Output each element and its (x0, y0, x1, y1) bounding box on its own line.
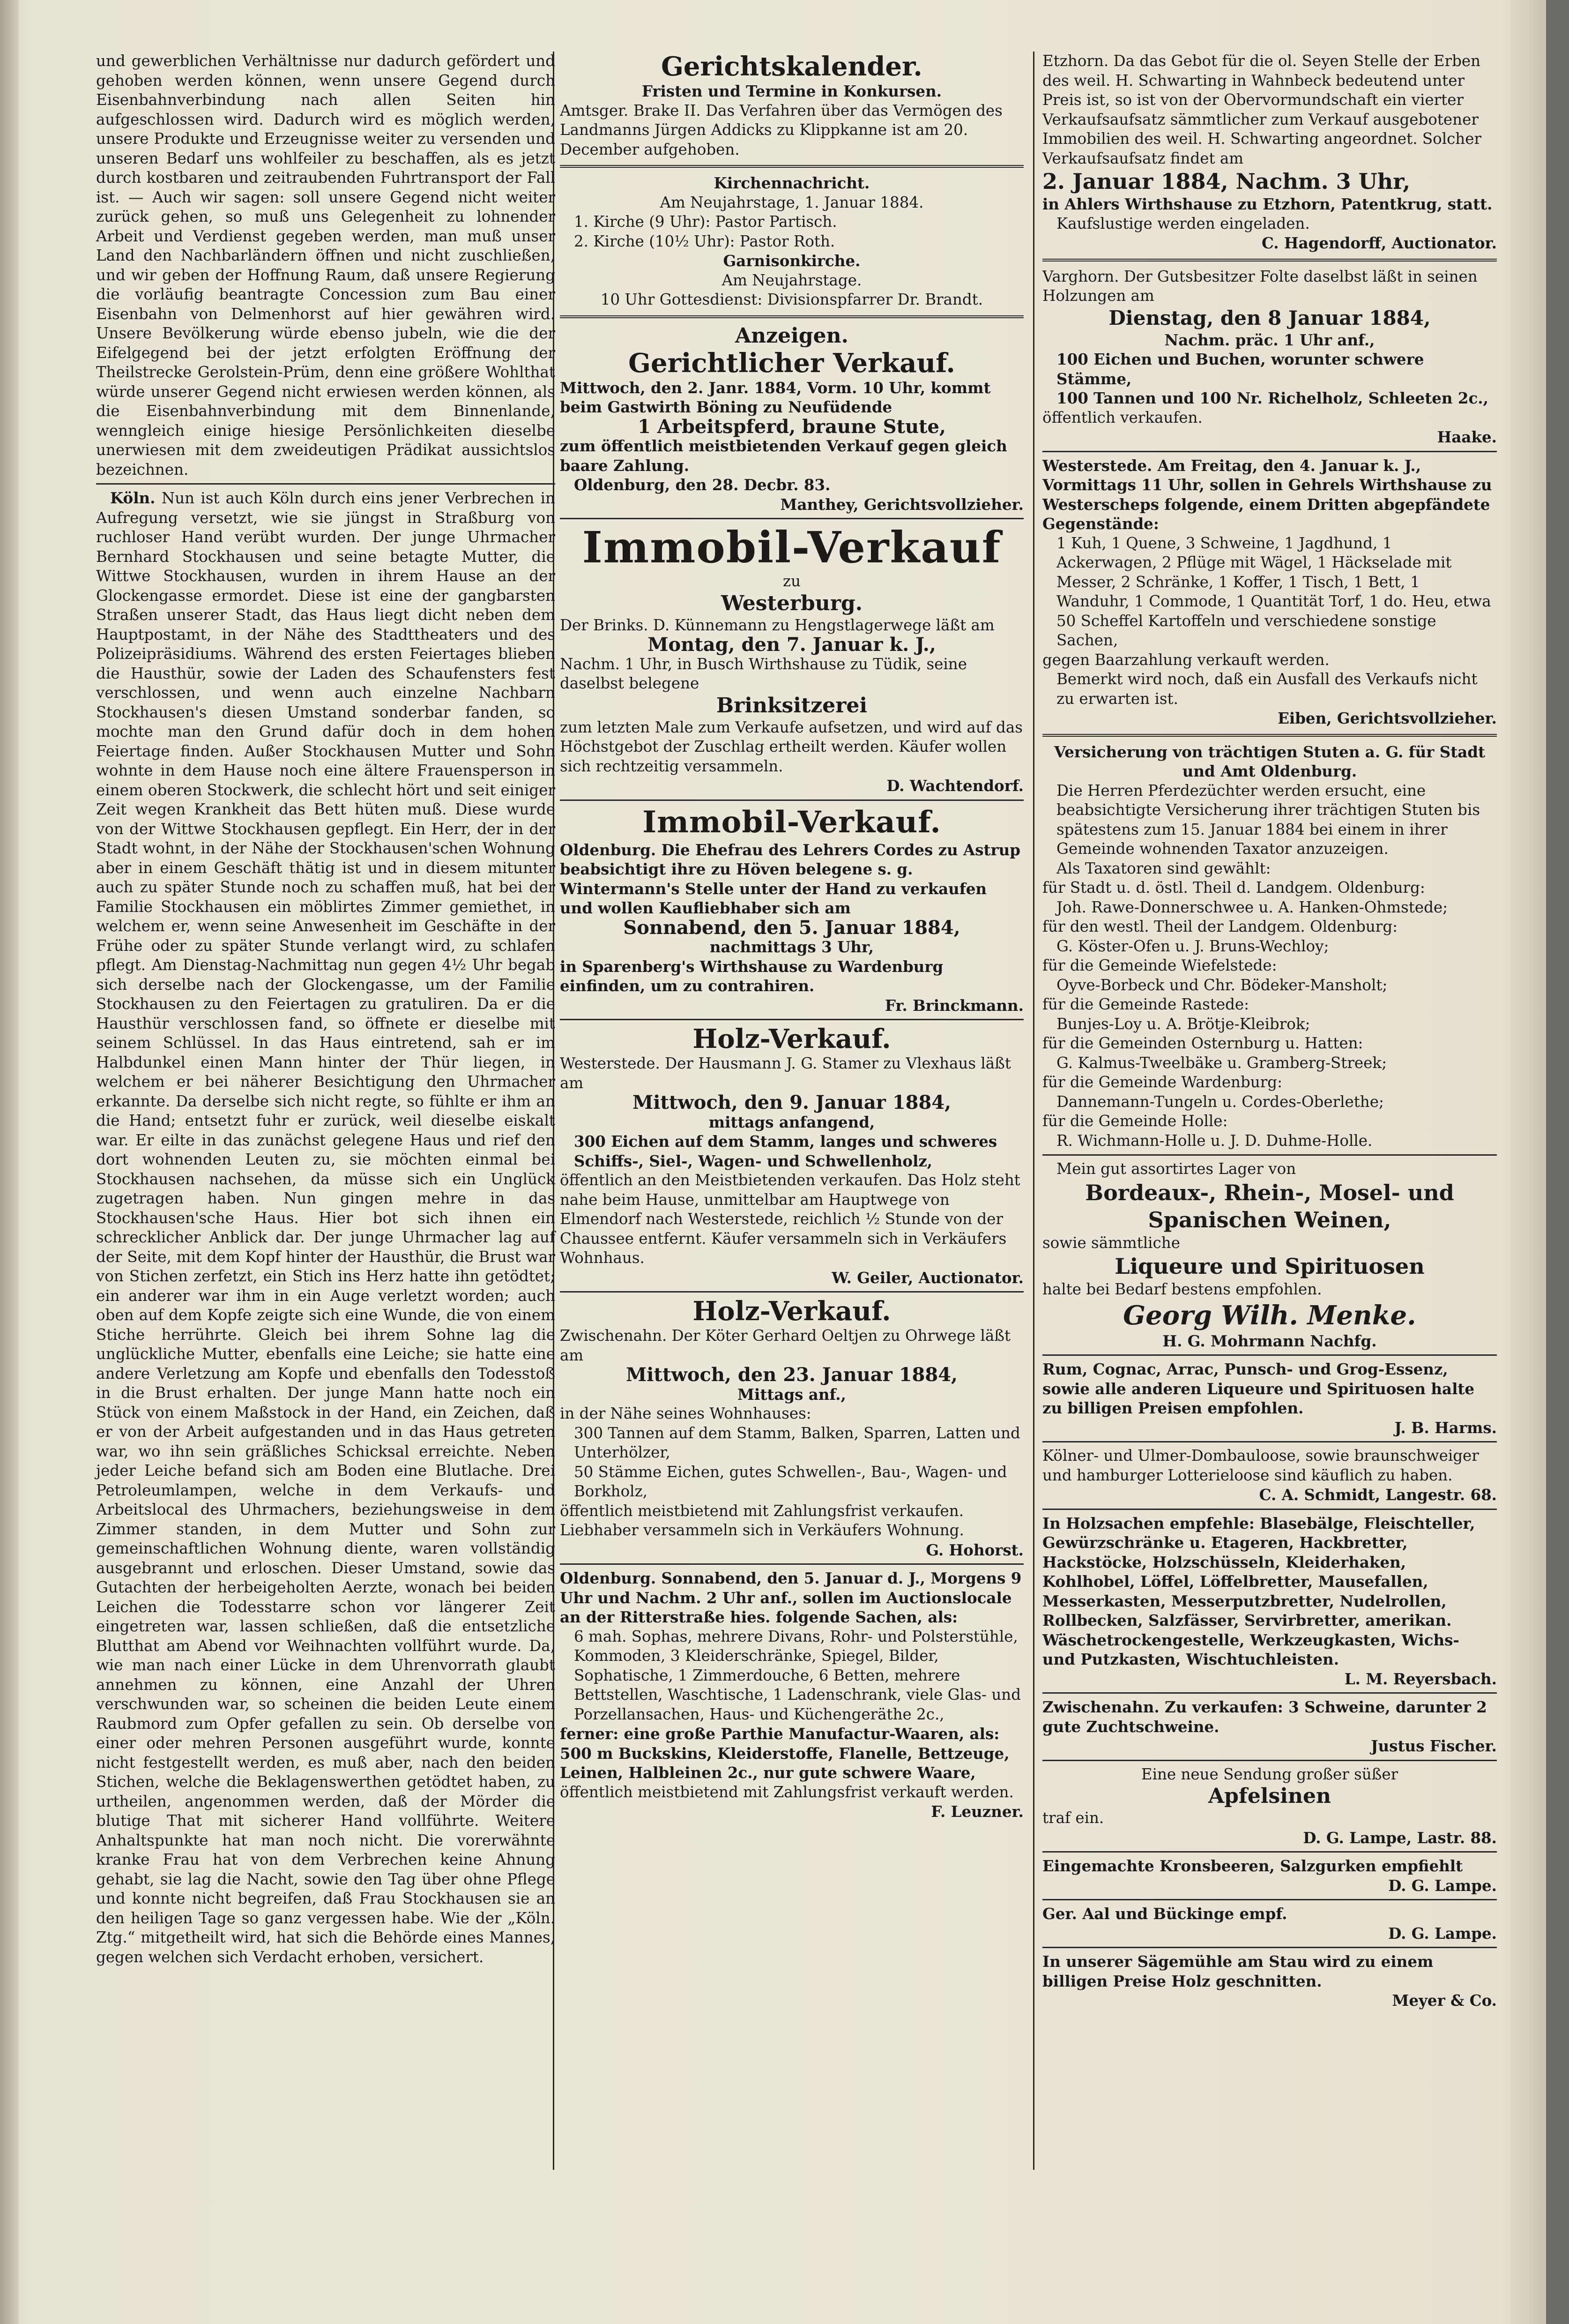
ad-holz-verkauf-2-text: Zwischenahn. Der Köter Gerhard Oeltjen zu Ohrwege läßt am (560, 1327, 1011, 1364)
ad-immobil-verkauf-2-date: Sonnabend, den 5. Januar 1884, (623, 916, 960, 939)
ad-westerstede-text: gegen Baarzahlung verkauft werden. (1042, 650, 1330, 669)
ad-harms-signature: J. B. Harms. (1394, 1418, 1497, 1437)
article-koeln-title: Köln. (110, 489, 156, 507)
garnisonkirche-line: 10 Uhr Gottesdienst: Divisionspfarrer Dr. Brandt. (600, 291, 983, 308)
article-koeln-text: Nun ist auch Köln durch eins jener Verbrechen in Aufregung versetzt, wie sie jüngst in Straßburg von ruchloser Hand verübt wurden. Der junge Uhrmacher Bernhard Stockhausen und seine betagte Mutter, die Wittwe Stockhausen, wurden in ihrem Hause an der Glockengasse ermordet. Diese ist eine der gangbarsten Straßen unserer Stadt, das Haus liegt dicht neben dem Hauptpostamt, in der Nähe des Stadttheaters und des Polizeipräsidiums. Während des ersten Feiertages blieben die Hausthür, sowie der Laden des Schaufensters fest verschlossen, und wenn auch einzelne Nachbarn Stockhausen's diesen Umstand sonderbar fanden, so mochte man den Grund dafür doch in dem hohen Feiertage finden. Außer Stockhausen Mutter und Sohn wohnte in dem Hause noch eine ältere Frauensperson in einem oberen Stockwerk, die schlecht hört und seit einiger Zeit wegen Krankheit das Bett hüten muß. Diese wurde von der Wittwe Stockhausen gepflegt. Ein Herr, der in der Stadt wohnt, in der Nähe der Stockhausen'schen Wohnung aber in einem Geschäft thätig ist und in diesem mitunter auch zu später Stunde noch zu schaffen muß, hat bei der Familie Stockhausen ein möblirtes Zimmer gemiethet, in welchem er, wenn seine Anwesenheit im Geschäfte in der Frühe oder zu später Stunde verlangt wird, zu schlafen pflegt. Am Dienstag-Nachmittag nun gegen 4½ Uhr begab sich derselbe nach der Glockengasse, um der Familie Stockhausen zu den Feiertagen zu gratuliren. Da er die Hausthür verschlossen fand, so öffnete er dieselbe mit seinem Schlüssel. In das Haus eintretend, sah er im Halbdunkel einen Mann hinter der Thür liegen, in welchem er bei näherer Besichtigung den Uhrmacher erkannte. Da derselbe sich nicht regte, so fühlte er ihm an die Hand; entsetzt fuhr er zurück, weil dieselbe eiskalt war. Er eilte in das zunächst gelegene Haus und rief den dort wohnenden Leuten zu, sie möchten einmal bei Stockhausen nachsehen, da müsse sich ein Unglück zugetragen haben. Nun gingen mehre in das Stockhausen'sche Haus. Hier bot sich ihnen ein schrecklicher Anblick dar. Der junge Uhrmacher lag auf der Seite, mit dem Kopf hinter der Hausthür, die Brust war von Stichen zerfetzt, ein Stich ins Herz hatte ihn getödtet; ein anderer war ihm in ein Auge verletzt worden; auch oben auf dem Kopfe zeigte sich eine Wunde, die von einem Stiche herrührte. Gleich bei ihrem Sohne lag die unglückliche Mutter, ebenfalls eine Leiche; sie hatte eine andere Verletzung am Kopfe und ebenfalls den Todesstoß in die Brust erhalten. Der junge Mann hatte noch ein Stück von einem Maßstock in der Hand, ein Zeichen, daß er von der Arbeit aufgestanden und in das Haus getreten war, wo ihn sein gräßliches Schicksal erreichte. Neben jeder Leiche befand sich am Boden eine Blutlache. Drei Petroleumlampen, welche in dem Verkaufs- und Arbeitslocal des Uhrmachers, beziehungsweise in dem Zimmer standen, in dem Mutter und Sohn zur gemeinschaftlichen Wohnung diente, waren vollständig ausgebrannt und erloschen. Dieser Umstand, sowie das Gutachten der herbeigeholten Aerzte, wonach bei beiden Leichen die Todesstarre schon vor längerer Zeit eingetreten war, lassen schließen, daß die entsetzliche Blutthat am Abend vor Weihnachten vollführt wurde. Da, wie man nach einer Lücke in dem Uhrenvorrath glaubt annehmen zu können, eine Anzahl der Uhren verschwunden war, so scheinen die beiden Leute einem Raubmord zum Opfer gefallen zu sein. Ob derselbe von einer oder mehren Personen ausgeführt wurde, konnte nicht festgestellt werden, es muß aber, nach den beiden Stichen, welche die Beklagenswerthen getödtet haben, zu urtheilen, angenommen werden, daß der Mörder die blutige That mit sicherer Hand vollführte. Weitere Anhaltspunkte hat man noch nicht. Die vorerwähnte kranke Frau hat von dem Verbrechen keine Ahnung gehabt, sie lag die Nacht, sowie den Tag über ohne Pflege und konnte nicht begreifen, daß Frau Stockhausen sie an den heiligen Tage so ganz vergessen habe. Wie der „Köln. Ztg.“ mitgetheilt wird, hat sich die Behörde eines Mannes, gegen welchen sich Verdacht erhoben, versichert. (96, 489, 555, 1966)
ad-versicherung-list (1042, 878, 1497, 1151)
ad-etzhorn-text: in Ahlers Wirthshause zu Etzhorn, Patentkrug, statt. (1042, 195, 1493, 213)
list-item: R. Wichmann-Holle u. J. D. Duhme-Holle. (1056, 1131, 1373, 1150)
gerichtskalender-title: Gerichtskalender. (661, 51, 922, 82)
ad-westerstede-text: Westerstede. Am Freitag, den 4. Januar k. J., Vormittags 11 Uhr, sollen in Gehrels Wirthshause zu Westerscheps folgende, einem Dritten abgepfändete Gegenstände: (1042, 456, 1492, 533)
ad-varghorn-date: Dienstag, den 8 Januar 1884, (1108, 306, 1431, 329)
list-item: Bunjes-Loy u. A. Brötje-Kleibrok; (1056, 1015, 1310, 1033)
gerichtskalender-subtitle: Fristen und Termine in Konkursen. (641, 82, 942, 100)
ad-apfelsinen-signature: D. G. Lampe, Lastr. 88. (1303, 1828, 1497, 1847)
ad-varghorn-signature: Haake. (1437, 428, 1497, 446)
ad-schmidt-signature: C. A. Schmidt, Langestr. 68. (1259, 1486, 1497, 1504)
divider (1042, 734, 1497, 737)
ad-reyersbach-signature: L. M. Reyersbach. (1344, 1669, 1497, 1688)
ad-immobil-verkauf-1-title: Immobil-Verkauf (582, 522, 1002, 573)
ad-reyersbach-text: In Holzsachen empfehle: Blasebälge, Fleischteller, Gewürzschränke u. Etageren, Hackbretter, Hackstöcke, Holzschüsseln, Kleiderhaken, Kohlhobel, Löffel, Löffelbretter, Mausefallen, Messerkasten, Messerputzbretter, Nudelrollen, Rollbecken, Salzfässer, Servirbretter, amerikan. Wäschetrockengestelle, Werkzeugkasten, Wichs- und Putzkasten, Wischtuchleisten. (1042, 1514, 1475, 1668)
ad-gerichtlicher-verkauf-text: Mittwoch, den 2. Janr. 1884, Vorm. 10 Uhr, kommt beim Gastwirth Böning zu Neufüdende (560, 378, 991, 416)
ad-immobil-verkauf-1-place: Westerburg. (721, 591, 863, 615)
column-middle (560, 52, 1024, 1822)
ad-schmidt-text: Kölner- und Ulmer-Dombauloose, sowie braunschweiger und hamburger Lotterieloose sind käuflich zu haben. (1042, 1447, 1479, 1484)
gerichtskalender-text: Amtsger. Brake II. Das Verfahren über das Vermögen des Landmanns Jürgen Addicks zu Klippkanne ist am 20. December aufgehoben. (560, 101, 1003, 158)
ad-apfelsinen-text: Eine neue Sendung großer süßer (1141, 1765, 1398, 1783)
ad-holz-verkauf-2-items: 50 Stämme Eichen, gutes Schwellen-, Bau-, Wagen- und Borkholz, (574, 1463, 1007, 1500)
column-rule-2 (1033, 52, 1034, 2170)
ad-etzhorn-date: 2. Januar 1884, Nachm. 3 Uhr, (1042, 169, 1411, 194)
ad-auction-oldenburg-text: Oldenburg. Sonnabend, den 5. Januar d. J., Morgens 9 Uhr und Nachm. 2 Uhr anf., sollen im Auctionslocale an der Ritterstraße hies. folgende Sachen, als: (560, 1569, 1022, 1626)
ad-holz-verkauf-2-title: Holz-Verkauf. (692, 1296, 891, 1327)
divider (1042, 1509, 1497, 1510)
divider (1042, 1947, 1497, 1948)
ad-menke-wines: Bordeaux-, Rhein-, Mosel- und Spanischen Weinen, (1085, 1180, 1454, 1233)
ad-auction-oldenburg-items: 6 mah. Sophas, mehrere Divans, Rohr- und Polsterstühle, Kommoden, 3 Kleiderschränke, Spiegel, Bilder, Sophatische, 1 Zimmerdouche, 6 Betten, mehrere Bettstellen, Waschtische, 1 Ladenschrank, viele Glas- und Porzellansachen, Haus- und Küchengeräthe 2c., (574, 1627, 1021, 1723)
ad-menke-text: sowie sämmtliche (1042, 1233, 1180, 1252)
ad-menke-spirits: Liqueure und Spirituosen (1115, 1254, 1425, 1279)
ad-holz-verkauf-1-title: Holz-Verkauf. (692, 1024, 891, 1054)
ad-versicherung-text: Als Taxatoren sind gewählt: (1056, 859, 1271, 877)
kirchennachricht-line: 2. Kirche (10½ Uhr): Pastor Roth. (574, 232, 835, 250)
ad-immobil-verkauf-1-signature: D. Wachtendorf. (886, 777, 1024, 795)
ad-versicherung-title: Versicherung von trächtigen Stuten a. G. für Stadt und Amt Oldenburg. (1054, 742, 1485, 780)
ad-immobil-verkauf-2-title: Immobil-Verkauf. (642, 804, 941, 840)
ad-varghorn-items: 100 Eichen und Buchen, worunter schwere Stämme, (1056, 350, 1424, 388)
ad-menke-signature: Georg Wilh. Menke. (1123, 1300, 1416, 1331)
ad-immobil-verkauf-1-text: zum letzten Male zum Verkaufe aufsetzen, und wird auf das Höchstgebot der Zuschlag ertheilt werden. Käufer wollen sich rechtzeitig versammeln. (560, 718, 1023, 775)
ad-immobil-verkauf-1-date: Montag, den 7. Januar k. J., (647, 634, 936, 656)
divider (1042, 259, 1497, 262)
ad-holz-verkauf-2-signature: G. Hohorst. (926, 1540, 1024, 1559)
ad-gerichtlicher-verkauf-date: Oldenburg, den 28. Decbr. 83. (574, 476, 831, 494)
divider (1042, 1760, 1497, 1761)
list-item: für den westl. Theil der Landgem. Oldenburg: (1042, 918, 1398, 935)
divider (1042, 1354, 1497, 1356)
divider (560, 1291, 1024, 1293)
ad-kronsbeeren-signature: D. G. Lampe. (1388, 1876, 1497, 1895)
kirchennachricht-line: Am Neujahrstage, 1. Januar 1884. (660, 193, 924, 211)
divider (1042, 1851, 1497, 1853)
column-right (1042, 52, 1497, 2010)
ad-immobil-verkauf-1-zu: zu (782, 572, 801, 590)
list-item: Joh. Rawe-Donnerschwee u. A. Hanken-Ohmstede; (1056, 898, 1448, 916)
divider (1042, 1692, 1497, 1694)
ad-immobil-verkauf-1-text: Der Brinks. D. Künnemann zu Hengstlagerwege läßt am (560, 616, 995, 634)
ad-immobil-verkauf-2-text: in Sparenberg's Wirthshause zu Wardenburg einfinden, um zu contrahiren. (560, 957, 944, 995)
ad-varghorn-time: Nachm. präc. 1 Uhr anf., (1164, 330, 1375, 349)
ad-westerstede-text: Bemerkt wird noch, daß ein Ausfall des Verkaufs nicht zu erwarten ist. (1056, 670, 1478, 708)
ad-holz-verkauf-1-date: Mittwoch, den 9. Januar 1884, (632, 1091, 952, 1113)
ad-varghorn-text: Varghorn. Der Gutsbesitzer Folte daselbst läßt in seinen Holzungen am (1042, 267, 1478, 305)
ad-kronsbeeren-text: Eingemachte Kronsbeeren, Salzgurken empfiehlt (1042, 1857, 1463, 1875)
ad-auction-oldenburg-text: öffentlich meistbietend mit Zahlungsfrist verkauft werden. (560, 1783, 1014, 1801)
ad-gerichtlicher-verkauf-item: 1 Arbeitspferd, braune Stute, (638, 415, 946, 438)
ad-auction-oldenburg-text: ferner: eine große Parthie Manufactur-Waaren, als: 500 m Buckskins, Kleiderstoffe, Flanelle, Bettzeuge, Leinen, Halbleinen 2c., nur gute schwere Waare, (560, 1725, 1010, 1782)
ad-holz-verkauf-2-time: Mittags anf., (737, 1385, 846, 1404)
ad-gerichtlicher-verkauf-signature: Manthey, Gerichtsvollzieher. (780, 495, 1024, 514)
list-item: Oyve-Borbeck und Chr. Bödeker-Mansholt; (1056, 976, 1388, 994)
list-item: für die Gemeinde Holle: (1042, 1112, 1228, 1130)
divider (1042, 1441, 1497, 1442)
divider (560, 1563, 1024, 1565)
list-item: G. Kalmus-Tweelbäke u. Gramberg-Streek; (1056, 1054, 1387, 1072)
ad-gerichtlicher-verkauf-text: zum öffentlich meistbietenden Verkauf gegen gleich baare Zahlung. (560, 437, 1007, 475)
article-railway: und gewerblichen Verhältnisse nur dadurch gefördert und gehoben werden können, wenn unsere Gegend durch Eisenbahnverbindung nach allen Seiten hin aufgeschlossen wird. Dadurch wird es möglich werden, unsere Produkte und Erzeugnisse weiter zu versenden und unseren Bedarf uns wohlfeiler zu beschaffen, als es jetzt durch kostbaren und zeitraubenden Fuhrtransport der Fall ist. — Auch wir sagen: soll unsere Gegend nicht weiter zurück gehen, so muß uns Gelegenheit zu lohnender Arbeit und Verdienst gegeben werden, man muß unser Land den Nachbarländern öffnen und nicht zuschließen, und wir geben der Hoffnung Raum, daß unsere Regierung die vorläufig beantragte Concession zum Bau einer Eisenbahn von Delmenhorst auf hier gewähren wird. Unsere Bevölkerung würde ebenso jubeln, wie die der Eifelgegend bei der jetzt erfolgten Eröffnung der Theilstrecke Gerolstein-Prüm, denn eine größere Wohlthat würde unserer Gegend nicht erwiesen werden können, als die Eisenbahnverbindung mit dem Binnenlande, wenngleich einige hiesige Persönlichkeiten dieselbe unerwiesen mit dem zweideutigen Prädikat aussichtslos bezeichnen. (96, 52, 555, 478)
ad-holz-verkauf-1-text: Westerstede. Der Hausmann J. G. Stamer zu Vlexhaus läßt am (560, 1054, 1011, 1092)
ad-immobil-verkauf-2-time: nachmittags 3 Uhr, (709, 938, 874, 956)
ad-versicherung-text: Die Herren Pferdezüchter werden ersucht, eine beabsichtigte Versicherung ihrer trächtigen Stuten bis spätestens zum 15. Januar 1884 bei einem in ihrer Gemeinde wohnenden Taxator anzuzeigen. (1056, 781, 1480, 858)
list-item: für die Gemeinde Wiefelstede: (1042, 957, 1277, 974)
ad-saegemuehle-text: In unserer Sägemühle am Stau wird zu einem billigen Preise Holz geschnitten. (1042, 1952, 1434, 1990)
list-item: für die Gemeinde Rastede: (1042, 995, 1249, 1013)
ad-holz-verkauf-2-items: 300 Tannen auf dem Stamm, Balken, Sparren, Latten und Unterhölzer, (574, 1424, 1020, 1461)
ad-holz-verkauf-1-signature: W. Geiler, Auctionator. (832, 1268, 1024, 1287)
ad-immobil-verkauf-1-object: Brinksitzerei (716, 693, 868, 717)
list-item: Dannemann-Tungeln u. Cordes-Oberlethe; (1056, 1092, 1384, 1111)
garnisonkirche-title: Garnisonkirche. (723, 252, 861, 270)
article-koeln (96, 488, 555, 1967)
ad-holz-verkauf-1-items: 300 Eichen auf dem Stamm, langes und schweres Schiffs-, Siel-, Wagen- und Schwellenholz, (574, 1132, 997, 1170)
ad-varghorn-items: 100 Tannen und 100 Nr. Richelholz, Schleeten 2c., (1056, 389, 1488, 407)
ad-immobil-verkauf-2-signature: Fr. Brinckmann. (885, 996, 1024, 1015)
divider (1042, 451, 1497, 452)
ad-etzhorn-signature: C. Hagendorff, Auctionator. (1261, 234, 1497, 252)
ad-auction-oldenburg-signature: F. Leuzner. (931, 1802, 1024, 1821)
ad-fischer-text: Zwischenahn. Zu verkaufen: 3 Schweine, darunter 2 gute Zuchtschweine. (1042, 1698, 1487, 1736)
page-spine (0, 0, 19, 2324)
ad-holz-verkauf-1-text: öffentlich an den Meistbietenden verkaufen. Das Holz steht nahe beim Hause, unmittelbar am Hauptwege von Elmendorf nach Westerstede, reichlich ½ Stunde von der Chaussee entfernt. Käufer versammeln sich in Verkäufers Wohnhaus. (560, 1171, 1020, 1267)
divider (560, 1019, 1024, 1020)
ad-westerstede-items: 1 Kuh, 1 Quene, 3 Schweine, 1 Jagdhund, 1 Ackerwagen, 2 Pflüge mit Wägel, 1 Häckselade mit Messer, 2 Schränke, 1 Koffer, 1 Tisch, 1 Bett, 1 Wanduhr, 1 Commode, 1 Quantität Torf, 1 do. Heu, etwa 50 Scheffel Kartoffeln und verschiedene sonstige Sachen, (1056, 534, 1491, 649)
ad-menke-text: Mein gut assortirtes Lager von (1056, 1160, 1296, 1178)
kirchennachricht-title: Kirchennachricht. (714, 174, 870, 192)
ad-aal-text: Ger. Aal und Bückinge empf. (1042, 1905, 1287, 1923)
list-item: für die Gemeinden Osternburg u. Hatten: (1042, 1034, 1363, 1052)
divider (96, 483, 555, 485)
ad-saegemuehle-signature: Meyer & Co. (1392, 1991, 1497, 2010)
ad-varghorn-text: öffentlich verkaufen. (1042, 408, 1203, 426)
ad-etzhorn-text: Kaufslustige werden eingeladen. (1056, 214, 1310, 232)
ad-apfelsinen-text: traf ein. (1042, 1809, 1104, 1827)
kirchennachricht-line: 1. Kirche (9 Uhr): Pastor Partisch. (574, 213, 837, 231)
ad-holz-verkauf-2-text: in der Nähe seines Wohnhauses: (560, 1405, 811, 1422)
divider (560, 518, 1024, 519)
divider (1042, 1899, 1497, 1900)
ad-etzhorn-text: Etzhorn. Da das Gebot für die ol. Seyen Stelle der Erben des weil. H. Schwarting in Wahnbeck bedeutend unter Preis ist, so ist von der Obervormundschaft ein vierter Verkaufsaufsatz sämmtlicher zum Verkauf ausgebotener Immobilien des weil. H. Schwarting angeordnet. Solcher Verkaufsaufsatz findet am (1042, 52, 1481, 167)
ad-westerstede-signature: Eiben, Gerichtsvollzieher. (1278, 709, 1497, 727)
ad-aal-signature: D. G. Lampe. (1388, 1924, 1497, 1943)
divider (560, 165, 1024, 168)
ad-apfelsinen-title: Apfelsinen (1208, 1784, 1331, 1808)
ad-harms-text: Rum, Cognac, Arrac, Punsch- und Grog-Essenz, sowie alle anderen Liqueure und Spirituosen halte zu billigen Preisen empfohlen. (1042, 1360, 1475, 1417)
ad-holz-verkauf-1-time: mittags anfangend, (708, 1113, 875, 1131)
divider (1042, 1154, 1497, 1156)
divider (560, 315, 1024, 318)
column-left (96, 52, 555, 1967)
anzeigen-heading: Anzeigen. (735, 323, 848, 348)
ad-menke-text: halte bei Bedarf bestens empfohlen. (1042, 1280, 1322, 1298)
list-item: für die Gemeinde Wardenburg: (1042, 1073, 1283, 1091)
list-item: G. Köster-Ofen u. J. Bruns-Wechloy; (1056, 937, 1329, 955)
ad-holz-verkauf-2-date: Mittwoch, den 23. Januar 1884, (626, 1364, 958, 1386)
ad-menke-signature-sub: H. G. Mohrmann Nachfg. (1162, 1331, 1377, 1350)
divider (560, 800, 1024, 801)
ad-holz-verkauf-2-text: öffentlich meistbietend mit Zahlungsfrist verkaufen. Liebhaber versammeln sich in Verkäufers Wohnung. (560, 1502, 964, 1539)
list-item: für Stadt u. d. östl. Theil d. Landgem. Oldenburg: (1042, 879, 1425, 897)
ad-immobil-verkauf-2-text: Oldenburg. Die Ehefrau des Lehrers Cordes zu Astrup beabsichtigt ihre zu Höven belegene s. g. Wintermann's Stelle unter der Hand zu verkaufen und wollen Kaufliebhaber sich am (560, 840, 1021, 917)
garnisonkirche-line: Am Neujahrstage. (721, 271, 862, 289)
ad-immobil-verkauf-1-text: Nachm. 1 Uhr, in Busch Wirthshause zu Tüdik, seine daselbst belegene (560, 655, 967, 692)
ad-gerichtlicher-verkauf-title: Gerichtlicher Verkauf. (628, 347, 955, 379)
ad-fischer-signature: Justus Fischer. (1371, 1737, 1497, 1755)
